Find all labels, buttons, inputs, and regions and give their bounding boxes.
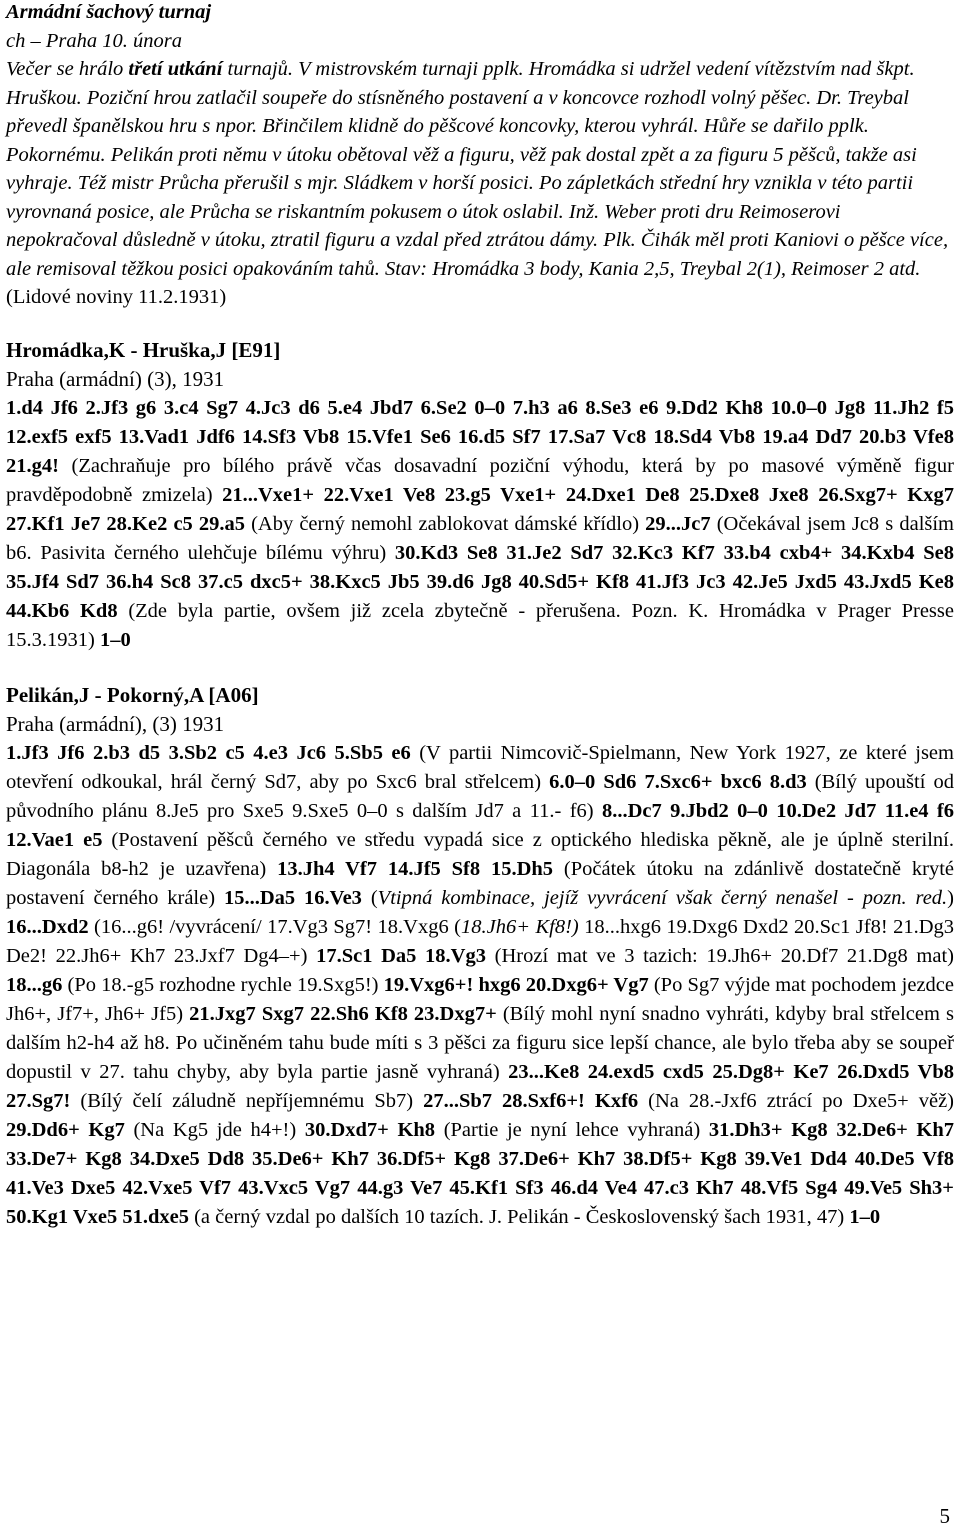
report-body: Večer se hrálo třetí utkání turnajů. V mistrovském turnaji pplk. Hromádka si udržel vedení vítězstvím nad škpt. Hruškou. Poziční hrou zatlačil soupeře do stísněného postavení a v koncovce rozhodl volný pěšec. Dr. Treybal převedl španělskou hru s npor. Břinčilem klidně do pěšcové koncovky, kterou vyhrál. Hůře se dařilo pplk. Pokornému. Pelikán proti němu v útoku obětoval věž a figuru, věž pak dostal zpět a za figuru 5 pěšců, takže asi vyhraje. Též mistr Průcha přerušil s mjr. Sládkem v horší posici. Po zápletkách střední hry vznikla v této partii vyrovnaná posice, ale Průcha se riskantním pokusem o útok oslabil. Inž. Weber proti dru Reimoserovi nepokračoval důsledně v útoku, ztratil figuru a vzdal před ztrátou dámy. Plk. Čihák měl proti Kaniovi o pěšce více, ale remisoval těžkou posici opakováním tahů. Stav: Hromádka 3 body, Kania 2,5, Treybal 2(1), Reimoser 2 atd. [6,58,949,280]
game2-title: Pelikán,J - Pokorný,A [A06] [6,682,259,707]
game1-title: Hromádka,K - Hruška,J [E91] [6,337,281,362]
game2-header [6,681,954,739]
game2-result: 1–0 [849,1205,881,1228]
report-source: (Lidové noviny 11.2.1931) [6,286,227,308]
game2-place: Praha (armádní), (3) 1931 [6,711,225,736]
page-number: 5 [939,1504,950,1528]
game1-moves: 1.d4 Jf6 2.Jf3 g6 3.c4 Sg7 4.Jc3 d6 5.e4 Jbd7 6.Se2 0–0 7.h3 a6 8.Se3 e6 9.Dd2 Kh8 10.0–0 Jg8 11.Jh2 f5 12.exf5 exf5 13.Vad1 Jdf6 14.Sf3 Vb8 15.Vfe1 Se6 16.d5 Sf7 17.Sa7 Vc8 18.Sd4 Vb8 19.a4 Dd7 20.b3 Vfe8 21.g4! (Zachraňuje pro bílého právě včas dosavadní poziční výhodu, která by po masové výměně figur pravděpodobně zmizela) 21...Vxe1+ 22.Vxe1 Ve8 23.g5 Vxe1+ 24.Dxe1 De8 25.Dxe8 Jxe8 26.Sxg7+ Kxg7 27.Kf1 Je7 28.Ke2 c5 29.a5 (Aby černý nemohl zablokovat dámské křídlo) 29...Jc7 (Očekával jsem Jc8 s dalším b6. Pasivita černého ulehčuje bílému výhru) 30.Kd3 Se8 31.Je2 Sd7 32.Kc3 Kf7 33.b4 cxb4+ 34.Kxb4 Se8 35.Jf4 Sd7 36.h4 Sc8 37.c5 dxc5+ 38.Kxc5 Jb5 39.d6 Jg8 40.Sd5+ Kf8 41.Jf3 Jc3 42.Je5 Jxd5 43.Jxd5 Ke8 44.Kb6 Kd8 (Zde byla partie, ovšem již zcela zbytečně - přerušena. Pozn. K. Hromádka v Prager Presse 15.3.1931) 1–0 [6,396,955,651]
tournament-report [6,0,954,312]
game1-result: 1–0 [99,628,131,651]
report-date: ch – Praha 10. února [6,29,182,52]
game1-header [6,336,954,394]
document-page [6,0,954,1232]
report-title: Armádní šachový turnaj [6,1,212,23]
game1-place: Praha (armádní) (3), 1931 [6,366,225,391]
game2-moves: 1.Jf3 Jf6 2.b3 d5 3.Sb2 c5 4.e3 Jc6 5.Sb5 e6 (V partii Nimcovič-Spielmann, New York 1927, ze které jsem otevření odkoukal, hrál černý Sd7, aby po Sxc6 bral střelcem) 6.0–0 Sd6 7.Sxc6+ bxc6 8.d3 (Bílý upouští od původního plánu 8.Je5 pro Sxe5 9.Sxe5 0–0 s dalším Jd7 a 11.- f6) 8...Dc7 9.Jbd2 0–0 10.De2 Jd7 11.e4 f6 12.Vae1 e5 (Postavení pěšců černého ve středu vypadá sice z optického hlediska pěkně, ale je úplně sterilní. Diagonála b8-h2 je uzavřena) 13.Jh4 Vf7 14.Jf5 Sf8 15.Dh5 (Počátek útoku na zdánlivě dostatečně kryté postavení černého krále) 15...Da5 16.Ve3 (Vtipná kombinace, jejíž vyvrácení však černý nenašel - pozn. red.) 16...Dxd2 (16...g6! /vyvrácení/ 17.Vg3 Sg7! 18.Vxg6 (18.Jh6+ Kf8!) 18...hxg6 19.Dxg6 Dxd2 20.Sc1 Jf8! 21.Dg3 De2! 22.Jh6+ Kh7 23.Jxf7 Dg4–+) 17.Sc1 Da5 18.Vg3 (Hrozí mat ve 3 tazich: 19.Jh6+ 20.Df7 21.Dg8 mat) 18...g6 (Po 18.-g5 rozhodne rychle 19.Sxg5!) 19.Vxg6+! hxg6 20.Dxg6+ Vg7 (Po Sg7 výjde mat pochodem jezdce Jh6+, Jf7+, Jh6+ Jf5) 21.Jxg7 Sxg7 22.Sh6 Kf8 23.Dxg7+ (Bílý mohl nyní snadno vyhráti, kdyby bral střelcem s dalším h2-h4 až h8. Po učiněném tahu bude míti s 3 pěšci za figuru sice lepší chance, ale bylo třeba aby se soupeř dopustil v 27. tahu chyby, aby byla partie jasně vyhraná) 23...Ke8 24.exd5 cxd5 25.Dg8+ Ke7 26.Dxd5 Vb8 27.Sg7! (Bílý čelí záludně nepříjemnému Sb7) 27...Sb7 28.Sxf6+! Kxf6 (Na 28.-Jxf6 ztrácí po Dxe5+ věž) 29.Dd6+ Kg7 (Na Kg5 jde h4+!) 30.Dxd7+ Kh8 (Partie je nyní lehce vyhraná) 31.Dh3+ Kg8 32.De6+ Kh7 33.De7+ Kg8 34.Dxe5 Dd8 35.De6+ Kh7 36.Df5+ Kg8 37.De6+ Kh7 38.Df5+ Kg8 39.Ve1 Dd4 40.De5 Vf8 41.Ve3 Dxe5 42.Vxe5 Vf7 43.Vxc5 Vg7 44.g3 Ve7 45.Kf1 Sf3 46.d4 Ve4 47.c3 Kh7 48.Vf5 Sg4 49.Ve5 Sh3+ 50.Kg1 Vxe5 51.dxe5 (a černý vzdal po dalších 10 tazích. J. Pelikán - Československý šach 1931, 47) 1–0 [6,741,955,1228]
